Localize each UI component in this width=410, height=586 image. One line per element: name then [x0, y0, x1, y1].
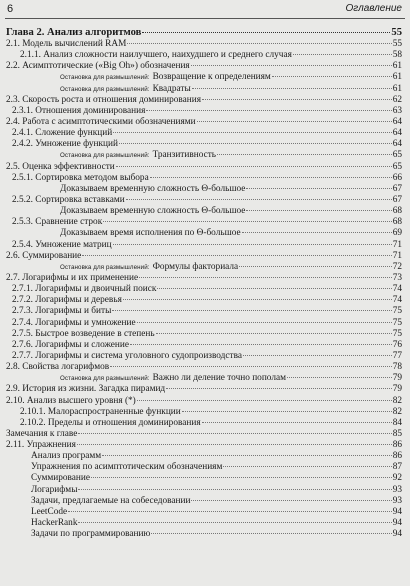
toc-entry-title: [6, 39, 126, 50]
toc-leader-dots: [191, 65, 392, 66]
toc-entry: [0, 340, 410, 351]
toc-leader-dots: [146, 110, 391, 111]
toc-entry-text: Квадраты: [152, 83, 191, 94]
toc-entry: [0, 362, 410, 373]
toc-entry-text: 2.10.2. Пределы и отношения доминирования: [20, 417, 201, 428]
toc-entry-title: [60, 184, 245, 195]
toc-entry-text: 2.5.2. Сортировка вставками: [12, 194, 125, 205]
toc-page-number: 84: [392, 417, 402, 428]
toc-leader-dots: [91, 477, 392, 478]
toc-entry-title: [6, 396, 136, 407]
toc-leader-dots: [82, 255, 391, 256]
toc-leader-dots: [246, 210, 391, 211]
toc-entry: [0, 95, 410, 106]
toc-leader-dots: [151, 533, 391, 534]
toc-page-number: 68: [392, 217, 402, 228]
toc-entry-text: Глава 2. Анализ алгоритмов: [6, 27, 142, 38]
toc-entry-text: Замечания к главе: [6, 428, 78, 439]
page-header: [0, 0, 410, 22]
toc-page-number: 82: [392, 395, 402, 406]
toc-entry-title: [12, 240, 112, 251]
toc-page-number: 82: [392, 406, 402, 417]
toc-entry: [0, 206, 410, 217]
toc-entry-text: 2.1.1. Анализ сложности наилучшего, наихудшего и среднего случая: [20, 50, 292, 61]
toc-page-number: 94: [392, 529, 402, 540]
toc-page-number: 71: [392, 250, 402, 261]
toc-entry-title: [20, 50, 292, 61]
toc-page-number: 74: [392, 295, 402, 306]
toc-entry-text: 2.7. Логарифмы и их применение: [6, 272, 139, 283]
toc-page-number: 64: [392, 128, 402, 139]
toc-leader-dots: [103, 221, 391, 222]
header-rule: [5, 18, 405, 19]
toc-entry-title: [6, 251, 81, 262]
toc-page-number: 69: [392, 228, 402, 239]
table-of-contents: [0, 26, 410, 540]
toc-entry-text: 2.7.3. Логарифмы и биты: [12, 306, 112, 317]
toc-entry-title: [12, 195, 125, 206]
toc-entry-text: 2.3.1. Отношения доминирования: [12, 105, 146, 116]
toc-entry-title: [12, 139, 118, 150]
toc-leader-dots: [287, 377, 392, 378]
toc-leader-dots: [139, 277, 392, 278]
toc-box-label: Остановка для размышлений:: [60, 74, 150, 82]
toc-entry: [0, 273, 410, 284]
toc-box-label: Остановка для размышлений:: [60, 263, 150, 271]
toc-entry-title: [12, 318, 136, 329]
toc-entry: [0, 462, 410, 473]
toc-entry: [0, 184, 410, 195]
toc-entry-text: Возвращение к определениям: [152, 72, 271, 83]
toc-entry: [0, 173, 410, 184]
toc-leader-dots: [272, 76, 392, 77]
toc-entry: [0, 150, 410, 161]
toc-page-number: 75: [392, 328, 402, 339]
toc-entry-text: 2.5.4. Умножение матриц: [12, 239, 112, 250]
toc-entry-title: [20, 407, 181, 418]
toc-entry-text: 2.6. Суммирование: [6, 250, 82, 261]
toc-leader-dots: [246, 188, 391, 189]
toc-entry-text: Задачи, предлагаемые на собеседовании: [31, 495, 191, 506]
toc-leader-dots: [113, 132, 392, 133]
toc-entry: [0, 240, 410, 251]
toc-entry: [0, 407, 410, 418]
toc-entry-text: Задачи по программированию: [31, 529, 151, 540]
toc-page-number: 76: [392, 339, 402, 350]
toc-entry-title: [31, 496, 190, 507]
running-title: Оглавление: [345, 3, 402, 14]
toc-page-number: 86: [392, 451, 402, 462]
toc-entry-title: [12, 340, 129, 351]
toc-page-number: 58: [392, 50, 402, 61]
toc-entry: [0, 72, 410, 83]
toc-page-number: 78: [392, 362, 402, 373]
toc-entry-title: [12, 306, 111, 317]
toc-page-number: 67: [392, 183, 402, 194]
toc-entry: [0, 295, 410, 306]
toc-entry: [0, 50, 410, 61]
toc-leader-dots: [150, 177, 392, 178]
toc-page-number: 86: [392, 440, 402, 451]
toc-page-number: 65: [392, 161, 402, 172]
toc-entry-text: Доказываем временную сложность Θ-большое: [60, 183, 246, 194]
toc-entry: [0, 373, 410, 384]
toc-leader-dots: [202, 99, 392, 100]
toc-entry-text: 2.11. Упражнения: [6, 440, 76, 451]
toc-leader-dots: [137, 322, 392, 323]
toc-page-number: 66: [392, 172, 402, 183]
toc-page-number: 79: [392, 384, 402, 395]
toc-leader-dots: [137, 400, 392, 401]
toc-entry-text: 2.4.1. Сложение функций: [12, 128, 113, 139]
toc-entry: [0, 429, 410, 440]
toc-entry-text: 2.2. Асимптотические («Big Oh») обозначения: [6, 61, 190, 72]
toc-leader-dots: [157, 288, 391, 289]
toc-entry-text: 2.7.7. Логарифмы и система уголовного судопроизводства: [12, 350, 242, 361]
toc-entry-text: 2.7.6. Логарифмы и сложение: [12, 339, 129, 350]
toc-entry-text: Транзитивность: [152, 150, 217, 161]
toc-entry-title: [6, 384, 165, 395]
toc-entry-text: 2.10.1. Малораспространенные функции: [20, 406, 181, 417]
toc-entry-title: [12, 128, 112, 139]
toc-entry-text: 2.5.1. Сортировка методом выбора: [12, 172, 149, 183]
toc-entry: [0, 39, 410, 50]
toc-entry: [0, 507, 410, 518]
toc-entry-text: Анализ программ: [31, 451, 102, 462]
toc-entry-title: [12, 295, 122, 306]
toc-entry-text: Важно ли деление точно пополам: [152, 373, 286, 384]
toc-entry-title: [60, 150, 216, 161]
toc-page-number: 93: [392, 484, 402, 495]
toc-entry-text: Суммирование: [31, 473, 91, 484]
toc-entry-title: [31, 518, 77, 529]
toc-leader-dots: [182, 411, 392, 412]
toc-leader-dots: [142, 32, 390, 33]
toc-page-number: 93: [392, 495, 402, 506]
toc-entry-title: [6, 429, 77, 440]
toc-entry-text: 2.7.1. Логарифмы и двоичный поиск: [12, 284, 157, 295]
toc-entry-title: [60, 72, 271, 83]
toc-entry: [0, 117, 410, 128]
toc-entry: [0, 396, 410, 407]
toc-page-number: 61: [392, 83, 402, 94]
toc-leader-dots: [102, 455, 392, 456]
toc-page-number: 61: [392, 72, 402, 83]
toc-entry-title: [6, 117, 196, 128]
toc-entry-title: [31, 451, 101, 462]
toc-entry: [0, 440, 410, 451]
toc-entry-title: [6, 61, 190, 72]
toc-entry: [0, 251, 410, 262]
toc-entry-text: Доказываем время исполнения по Θ-большое: [60, 228, 241, 239]
toc-entry: [0, 106, 410, 117]
toc-entry: [0, 162, 410, 173]
toc-entry-title: [60, 262, 238, 273]
toc-page-number: 64: [392, 116, 402, 127]
toc-entry-text: 2.3. Скорость роста и отношения доминирования: [6, 94, 202, 105]
toc-entry-title: [12, 351, 242, 362]
toc-entry-text: 2.7.4. Логарифмы и умножение: [12, 317, 136, 328]
toc-page-number: 87: [392, 462, 402, 473]
toc-box-label: Остановка для размышлений:: [60, 375, 150, 383]
toc-page-number: 75: [392, 306, 402, 317]
toc-leader-dots: [243, 355, 392, 356]
toc-entry: [0, 217, 410, 228]
toc-entry-text: Упражнения по асимптотическим обозначениям: [31, 462, 223, 473]
toc-page-number: 63: [392, 105, 402, 116]
toc-entry-title: [12, 173, 149, 184]
toc-entry: [0, 473, 410, 484]
toc-leader-dots: [78, 489, 391, 490]
toc-page-number: 85: [392, 428, 402, 439]
toc-entry: [0, 518, 410, 529]
toc-leader-dots: [191, 500, 391, 501]
toc-entry-title: [6, 162, 115, 173]
toc-entry: [0, 485, 410, 496]
toc-leader-dots: [192, 88, 392, 89]
toc-leader-dots: [77, 444, 392, 445]
toc-page-number: 94: [392, 518, 402, 529]
toc-entry: [0, 306, 410, 317]
toc-entry: [0, 418, 410, 429]
toc-box-label: Остановка для размышлений:: [60, 85, 150, 93]
toc-leader-dots: [130, 344, 392, 345]
toc-entry-text: 2.8. Свойства логарифмов: [6, 362, 110, 373]
toc-leader-dots: [156, 333, 392, 334]
toc-entry: [0, 284, 410, 295]
toc-leader-dots: [113, 244, 392, 245]
toc-entry: [0, 228, 410, 239]
toc-entry-title: [60, 228, 241, 239]
toc-entry: [0, 139, 410, 150]
toc-leader-dots: [123, 299, 392, 300]
toc-entry-title: [60, 373, 286, 384]
toc-entry-title: [31, 485, 77, 496]
toc-entry-title: [12, 217, 102, 228]
toc-page-number: 68: [392, 206, 402, 217]
toc-entry: [0, 451, 410, 462]
toc-entry-title: [20, 418, 201, 429]
toc-entry: [0, 128, 410, 139]
toc-page-number: 92: [392, 473, 402, 484]
toc-entry: [0, 195, 410, 206]
page-number: 6: [7, 3, 14, 15]
toc-entry-text: 2.4.2. Умножение функций: [12, 139, 118, 150]
toc-entry-text: 2.7.2. Логарифмы и деревья: [12, 295, 122, 306]
toc-entry-text: 2.10. Анализ высшего уровня (*): [6, 395, 136, 406]
toc-leader-dots: [126, 199, 392, 200]
toc-page-number: 75: [392, 317, 402, 328]
toc-leader-dots: [242, 232, 392, 233]
toc-page-number: 94: [392, 506, 402, 517]
toc-entry: [0, 318, 410, 329]
toc-page-number: 72: [392, 261, 402, 272]
toc-entry-title: [31, 473, 90, 484]
toc-entry: [0, 84, 410, 95]
toc-leader-dots: [116, 166, 392, 167]
toc-leader-dots: [223, 466, 391, 467]
toc-entry-text: HackerRank: [31, 518, 78, 529]
toc-entry-text: 2.4. Работа с асимптотическими обозначениями: [6, 116, 196, 127]
toc-entry-text: 2.1. Модель вычислений RAM: [6, 39, 127, 49]
toc-leader-dots: [293, 54, 392, 55]
toc-leader-dots: [68, 511, 392, 512]
toc-entry-text: 2.9. История из жизни. Загадка пирамид: [6, 384, 166, 395]
toc-entry: [0, 61, 410, 72]
toc-entry-title: [12, 329, 155, 340]
toc-leader-dots: [239, 266, 392, 267]
toc-entry-title: [31, 507, 67, 518]
toc-page-number: 67: [392, 194, 402, 205]
toc-leader-dots: [202, 422, 392, 423]
toc-entry-title: [31, 529, 150, 540]
toc-page-number: 77: [392, 350, 402, 361]
toc-leader-dots: [127, 43, 391, 44]
toc-leader-dots: [78, 433, 391, 434]
toc-page-number: 55: [391, 27, 402, 38]
toc-entry: [0, 529, 410, 540]
toc-entry-title: [6, 273, 138, 284]
toc-page-number: 64: [392, 139, 402, 150]
toc-entry-text: 2.7.5. Быстрое возведение в степень: [12, 328, 155, 339]
toc-page-number: 62: [392, 94, 402, 105]
toc-leader-dots: [112, 310, 391, 311]
toc-entry-text: 2.5.3. Сравнение строк: [12, 217, 103, 228]
toc-entry-title: [6, 26, 141, 39]
toc-leader-dots: [78, 522, 391, 523]
toc-entry-text: Доказываем временную сложность Θ-большое: [60, 206, 246, 217]
toc-entry-text: Логарифмы: [31, 484, 78, 495]
toc-page-number: 71: [392, 239, 402, 250]
toc-page-number: 79: [392, 373, 402, 384]
toc-page-number: 65: [392, 150, 402, 161]
toc-entry: [0, 262, 410, 273]
toc-entry-title: [60, 84, 191, 95]
toc-entry-text: LeetCode: [31, 506, 68, 517]
toc-entry-title: [60, 206, 245, 217]
toc-entry-title: [31, 462, 222, 473]
toc-chapter-entry: [0, 26, 410, 39]
toc-entry-title: [6, 440, 76, 451]
toc-page-number: 55: [392, 39, 402, 49]
toc-entry: [0, 496, 410, 507]
toc-entry-title: [6, 362, 109, 373]
toc-leader-dots: [119, 143, 392, 144]
toc-leader-dots: [110, 366, 392, 367]
toc-leader-dots: [217, 154, 392, 155]
toc-entry-title: [12, 106, 145, 117]
toc-entry-text: Формулы факториала: [152, 261, 239, 272]
toc-box-label: Остановка для размышлений:: [60, 152, 150, 160]
toc-entry-title: [12, 284, 156, 295]
toc-leader-dots: [197, 121, 392, 122]
toc-leader-dots: [166, 388, 392, 389]
toc-page-number: 73: [392, 272, 402, 283]
toc-entry: [0, 351, 410, 362]
toc-entry-text: 2.5. Оценка эффективности: [6, 161, 115, 172]
toc-entry: [0, 329, 410, 340]
toc-entry: [0, 384, 410, 395]
toc-page-number: 61: [392, 61, 402, 72]
toc-page-number: 74: [392, 284, 402, 295]
toc-entry-title: [6, 95, 201, 106]
